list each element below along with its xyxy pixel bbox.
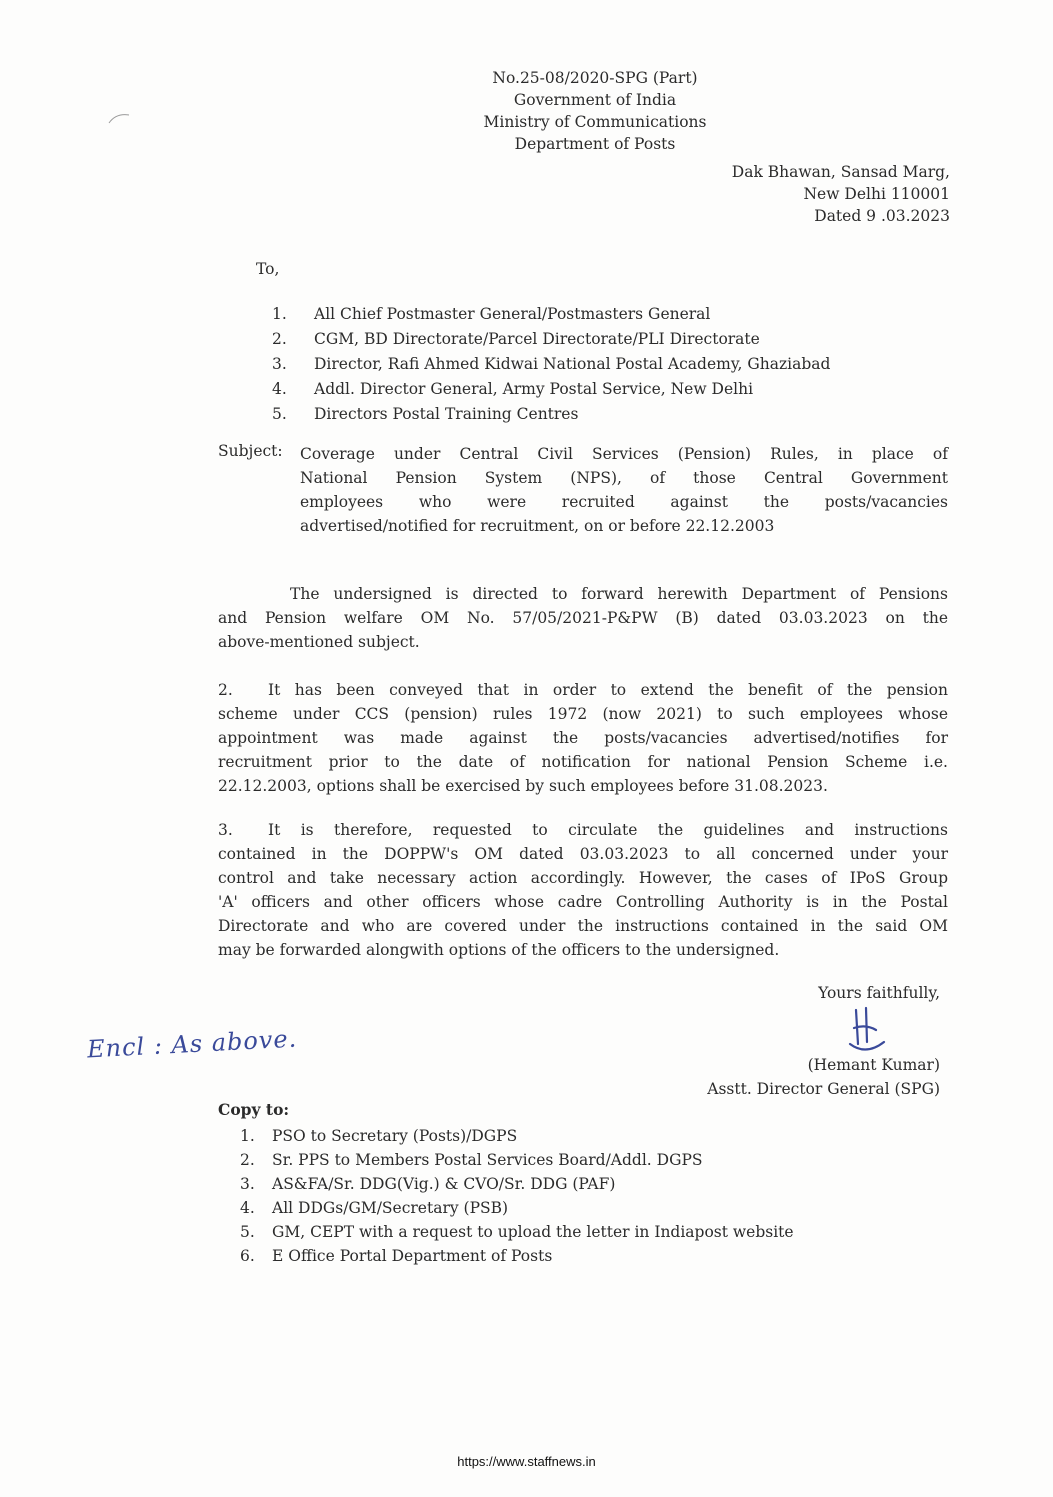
paragraph-line: recruitment prior to the date of notification for national Pension Scheme i.e. bbox=[218, 753, 948, 771]
paragraph-first-line bbox=[218, 818, 948, 842]
address-line-2: New Delhi 110001 bbox=[803, 185, 950, 203]
paragraph-2 bbox=[218, 678, 948, 798]
reference-number: No.25-08/2020-SPG (Part) bbox=[492, 69, 698, 87]
item-text: E Office Portal Department of Posts bbox=[272, 1247, 553, 1265]
paragraph-line: It has been conveyed that in order to extend the benefit of the pension bbox=[268, 681, 948, 699]
list-item bbox=[272, 352, 830, 377]
address-line-1: Dak Bhawan, Sansad Marg, bbox=[731, 163, 950, 181]
government-name: Government of India bbox=[513, 91, 677, 109]
paragraph-line: control and take necessary action accordingly. However, the cases of IPoS Group bbox=[218, 869, 948, 887]
item-text: All DDGs/GM/Secretary (PSB) bbox=[272, 1199, 509, 1217]
subject-line: National Pension System (NPS), of those Central Government bbox=[300, 469, 948, 487]
addressee-list bbox=[272, 302, 830, 427]
list-item bbox=[240, 1172, 794, 1196]
paragraph-line: and Pension welfare OM No. 57/05/2021-P&PW (B) dated 03.03.2023 on the bbox=[218, 609, 948, 627]
item-text: All Chief Postmaster General/Postmasters General bbox=[314, 305, 711, 323]
list-item bbox=[272, 327, 830, 352]
item-text: AS&FA/Sr. DDG(Vig.) & CVO/Sr. DDG (PAF) bbox=[272, 1175, 616, 1193]
list-item bbox=[240, 1220, 794, 1244]
item-text: CGM, BD Directorate/Parcel Directorate/PLI Directorate bbox=[314, 330, 760, 348]
item-number: 3. bbox=[272, 355, 287, 373]
item-text: Director, Rafi Ahmed Kidwai National Postal Academy, Ghaziabad bbox=[314, 355, 831, 373]
list-item bbox=[272, 402, 830, 427]
item-number: 1. bbox=[272, 305, 287, 323]
letter-date: Dated 9 .03.2023 bbox=[814, 207, 950, 225]
subject-line: employees who were recruited against the posts/vacancies bbox=[300, 493, 948, 511]
signatory-title: Asstt. Director General (SPG) bbox=[707, 1080, 940, 1098]
item-number: 5. bbox=[240, 1223, 255, 1241]
item-text: Directors Postal Training Centres bbox=[314, 405, 579, 423]
paragraph-line: appointment was made against the posts/vacancies advertised/notifies for bbox=[218, 729, 948, 747]
paragraph-line: scheme under CCS (pension) rules 1972 (now 2021) to such employees whose bbox=[218, 705, 948, 723]
ministry-name: Ministry of Communications bbox=[483, 113, 707, 131]
subject-line: advertised/notified for recruitment, on or before 22.12.2003 bbox=[300, 517, 775, 535]
item-number: 2. bbox=[272, 330, 287, 348]
item-number: 6. bbox=[240, 1247, 255, 1265]
list-item bbox=[272, 377, 830, 402]
margin-mark-icon bbox=[108, 112, 130, 124]
paragraph-first-line bbox=[218, 678, 948, 702]
list-item bbox=[240, 1124, 794, 1148]
paragraph-number: 2. bbox=[218, 681, 233, 699]
enclosure-note: Encl : As above. bbox=[86, 1024, 298, 1064]
sender-address bbox=[620, 161, 950, 227]
item-text: GM, CEPT with a request to upload the letter in Indiapost website bbox=[272, 1223, 794, 1241]
to-label: To, bbox=[256, 260, 280, 278]
paragraph-number: 3. bbox=[218, 821, 233, 839]
item-number: 3. bbox=[240, 1175, 255, 1193]
subject-text bbox=[300, 442, 948, 538]
subject-line: Coverage under Central Civil Services (Pension) Rules, in place of bbox=[300, 445, 948, 463]
copy-to-list bbox=[240, 1124, 794, 1268]
paragraph-line: Directorate and who are covered under the instructions contained in the said OM bbox=[218, 917, 948, 935]
item-text: Addl. Director General, Army Postal Service, New Delhi bbox=[314, 380, 754, 398]
subject-label: Subject: bbox=[218, 442, 283, 460]
list-item bbox=[240, 1196, 794, 1220]
closing-salutation: Yours faithfully, bbox=[818, 984, 940, 1002]
copy-to-label: Copy to: bbox=[218, 1100, 290, 1119]
paragraph-line: may be forwarded alongwith options of the officers to the undersigned. bbox=[218, 941, 780, 959]
footer-url-link[interactable]: https://www.staffnews.in bbox=[457, 1454, 596, 1469]
list-item bbox=[240, 1148, 794, 1172]
item-text: Sr. PPS to Members Postal Services Board/Addl. DGPS bbox=[272, 1151, 703, 1169]
paragraph-line: The undersigned is directed to forward herewith Department of Pensions bbox=[290, 585, 948, 603]
item-number: 5. bbox=[272, 405, 287, 423]
department-name: Department of Posts bbox=[514, 135, 676, 153]
paragraph-line: contained in the DOPPW's OM dated 03.03.2023 to all concerned under your bbox=[218, 845, 948, 863]
item-number: 2. bbox=[240, 1151, 255, 1169]
signatory-name: (Hemant Kumar) bbox=[807, 1056, 940, 1074]
paragraph-line: It is therefore, requested to circulate the guidelines and instructions bbox=[268, 821, 948, 839]
paragraph-line: above-mentioned subject. bbox=[218, 633, 420, 651]
paragraph-1 bbox=[218, 582, 948, 654]
list-item bbox=[240, 1244, 794, 1268]
item-number: 1. bbox=[240, 1127, 255, 1145]
item-text: PSO to Secretary (Posts)/DGPS bbox=[272, 1127, 518, 1145]
paragraph-3 bbox=[218, 818, 948, 962]
item-number: 4. bbox=[272, 380, 287, 398]
paragraph-line: 22.12.2003, options shall be exercised by such employees before 31.08.2023. bbox=[218, 777, 828, 795]
item-number: 4. bbox=[240, 1199, 255, 1217]
paragraph-line: 'A' officers and other officers whose cadre Controlling Authority is in the Postal bbox=[218, 893, 948, 911]
list-item bbox=[272, 302, 830, 327]
letter-header bbox=[395, 67, 795, 155]
signature-icon bbox=[836, 1004, 896, 1064]
